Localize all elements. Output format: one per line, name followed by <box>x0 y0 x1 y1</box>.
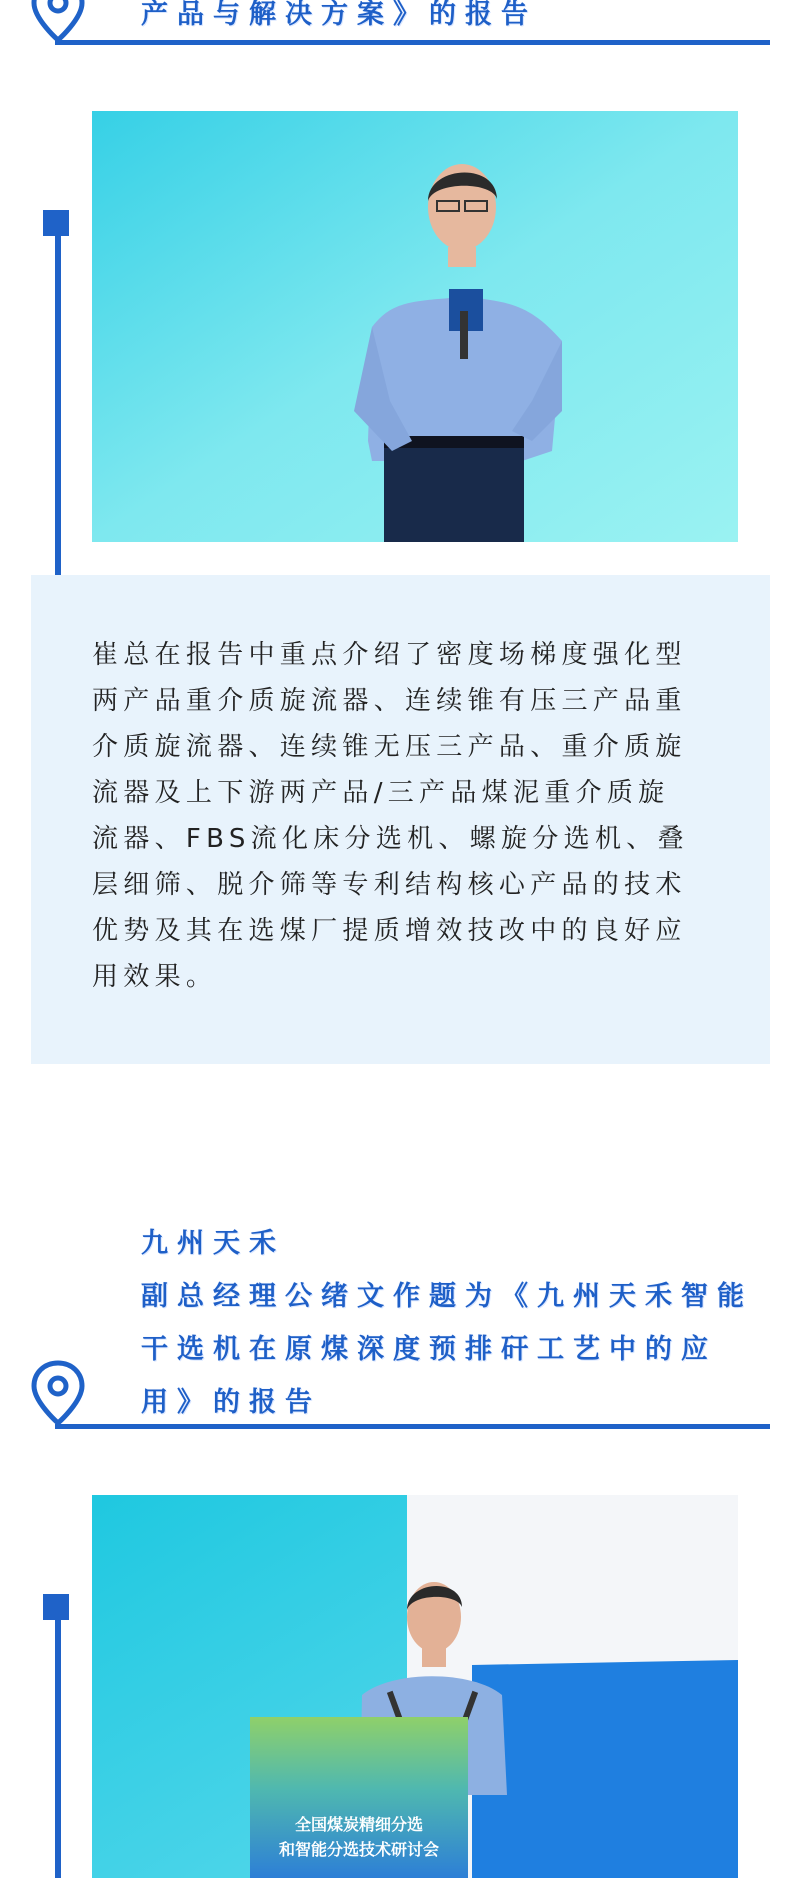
text-line: 两产品重介质旋流器、连续锥有压三产品重 <box>92 686 687 716</box>
timeline-bar <box>55 1604 61 1878</box>
podium-text: 全国煤炭精细分选 <box>294 1815 424 1834</box>
text-line: 介质旋流器、连续锥无压三产品、重介质旋 <box>92 732 687 762</box>
text-line: 优势及其在选煤厂提质增效技改中的良好应 <box>92 916 687 946</box>
speaker-photo-2 <box>92 1495 738 1878</box>
section1-heading <box>141 0 751 41</box>
heading-line: 干选机在原煤深度预排矸工艺中的应 <box>141 1334 717 1365</box>
speaker-photo-1 <box>92 111 738 542</box>
text-line: 流器及上下游两产品/三产品煤泥重介质旋 <box>92 778 670 808</box>
description-text <box>92 632 728 1000</box>
heading-line: 九州天禾 <box>141 1228 285 1259</box>
text-line: 层细筛、脱介筛等专利结构核心产品的技术 <box>92 870 687 900</box>
heading-underline <box>55 1424 770 1429</box>
section1-heading-line: 产品与解决方案》的报告 <box>141 0 537 30</box>
location-pin-icon <box>30 0 86 43</box>
location-pin-icon <box>30 1360 86 1426</box>
text-line: 崔总在报告中重点介绍了密度场梯度强化型 <box>92 640 687 670</box>
heading-line: 副总经理公绪文作题为《九州天禾智能 <box>141 1281 753 1312</box>
podium-text: 和智能分选技术研讨会 <box>278 1840 440 1859</box>
heading-underline <box>55 40 770 45</box>
heading-line: 用》的报告 <box>141 1387 321 1418</box>
section2-heading <box>141 1217 751 1429</box>
text-line: 用效果。 <box>92 962 218 992</box>
text-line: 流器、FBS流化床分选机、螺旋分选机、叠 <box>92 824 689 854</box>
